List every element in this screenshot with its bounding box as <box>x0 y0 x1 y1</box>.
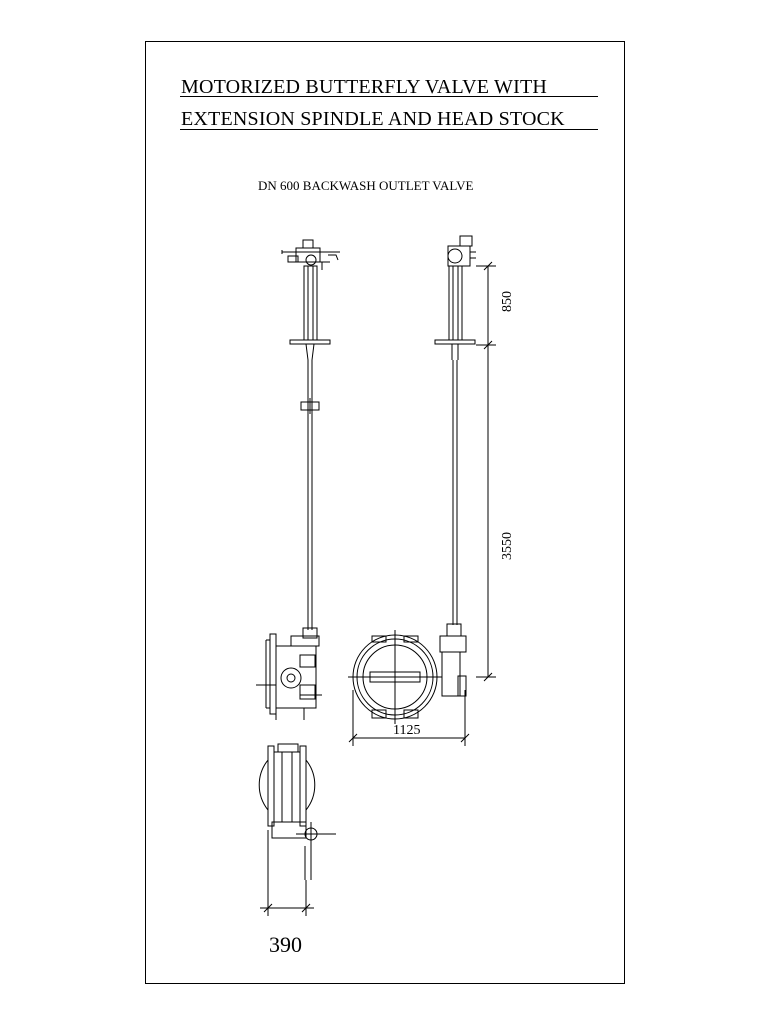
dimension-390: 390 <box>269 932 302 957</box>
side-actuator <box>448 236 476 266</box>
side-view <box>348 236 476 724</box>
dimension-3550: 3550 <box>500 532 515 560</box>
dimension-850: 850 <box>500 291 515 312</box>
subtitle: DN 600 BACKWASH OUTLET VALVE <box>258 178 474 193</box>
front-headstock-column <box>290 266 330 360</box>
front-valve-body <box>256 628 322 720</box>
side-extension-spindle <box>453 360 457 625</box>
title-line-2: EXTENSION SPINDLE AND HEAD STOCK <box>181 108 565 130</box>
dimension-1125: 1125 <box>393 723 421 738</box>
front-view <box>256 240 340 720</box>
title-line-1: MOTORIZED BUTTERFLY VALVE WITH <box>181 76 548 98</box>
side-gearbox <box>440 624 466 696</box>
side-valve-body <box>348 630 442 724</box>
top-view <box>259 744 336 880</box>
dimension-lines <box>260 262 496 916</box>
side-headstock-column <box>435 266 475 360</box>
front-extension-spindle <box>301 360 319 630</box>
